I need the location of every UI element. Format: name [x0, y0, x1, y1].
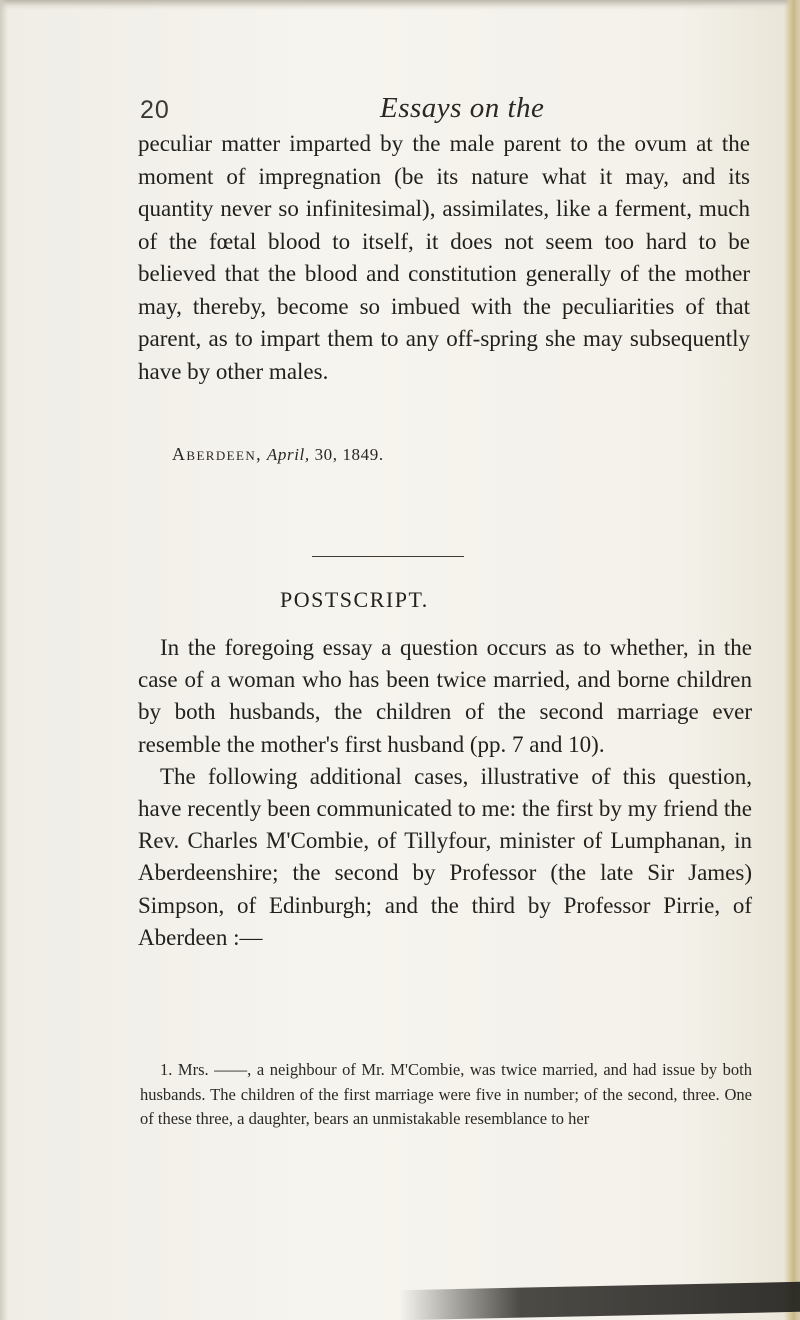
- section-divider: [312, 556, 464, 557]
- page-gutter-shadow: [0, 0, 8, 1320]
- running-head: Essays on the: [380, 92, 545, 124]
- page-top-edge: [0, 0, 800, 10]
- postscript-title: POSTSCRIPT.: [280, 587, 429, 612]
- postscript-paragraph: The following additional cases, illustrative of this question, have recently been communicated to me: the first by my friend the Rev. Charles M'Combie, of Tillyfour, minister of Lumphanan, in Aberdeenshire; the second by Professor (the late Sir James) Simpson, of Edinburgh; and the third by Professor Pirrie, of Aberdeen :—: [138, 763, 752, 950]
- essay-signoff: [172, 444, 384, 465]
- postscript-body: [138, 632, 752, 954]
- signoff-day-year: 30, 1849.: [314, 445, 384, 464]
- signoff-place: Aberdeen,: [172, 444, 263, 464]
- essay-body: [138, 128, 750, 388]
- page-number: 20: [140, 96, 170, 124]
- signoff-month: April,: [266, 445, 310, 464]
- case-note: 1. Mrs. ——, a neighbour of Mr. M'Combie, was twice married, and had issue by both husbands. The children of the first marriage were five in number; of the second, three. One of these three, a daughter, bears an unmistakable resemblance to her: [140, 1060, 752, 1128]
- postscript-paragraph: In the foregoing essay a question occurs as to whether, in the case of a woman who has been twice married, and borne children by both husbands, the children of the second marriage ever resemble the mother's first husband (pp. 7 and 10).: [138, 635, 752, 757]
- page-right-edge: [784, 0, 800, 1320]
- essay-paragraph: peculiar matter imparted by the male parent to the ovum at the moment of impregnation (be its nature what it may, and its quantity never so infinitesimal), assimilates, like a ferment, much of the fœtal blood to itself, it does not seem too hard to be believed that the blood and constitution generally of the mother may, thereby, become so imbued with the peculiarities of that parent, as to impart them to any off-spring she may subsequently have by other males.: [138, 131, 750, 384]
- page-bottom-shadow: [400, 1282, 800, 1320]
